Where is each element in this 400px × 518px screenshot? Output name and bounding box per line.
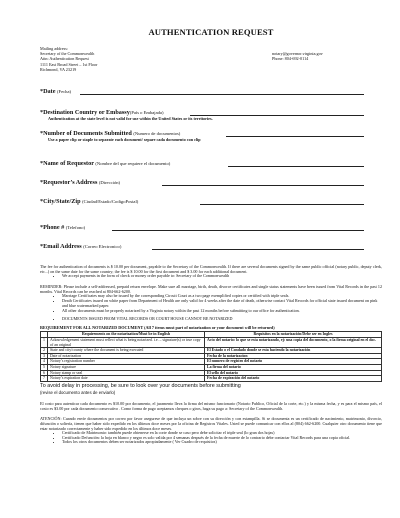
- city-state-zip-field[interactable]: [40, 198, 382, 205]
- date-sublabel: (Fecha): [57, 89, 72, 95]
- documents-sublabel: (Numero de documentos): [133, 131, 181, 137]
- row-requirement-en: Notary’s expiration date: [48, 376, 205, 382]
- reminder-paragraph: REMINDER: Please include a self-addressed, prepaid return envelope. Make sure all marriage, birth, death, divorce certificates and single status statements have been issued from Vital Records in the past 12 months. Vital Records can be reached at 804-662-6200.: [40, 283, 382, 294]
- table-header-en: Requirements on the notarization/Must be in English: [48, 332, 205, 338]
- contact-phone: Phone: 804-692-0114: [272, 56, 309, 62]
- documents-field[interactable]: [40, 130, 382, 137]
- atencion-item: • Certificado Defunción: la hoja en blanco y negro es solo valida por 4 semanas después de la fecha de muerte de lo contrario debe contactar Vital Records para una copia oficial.: [62, 436, 382, 441]
- contact-info: [272, 51, 382, 72]
- reminder-item: • Death Certificates issued on white paper from Department of Health are only valid for 4 weeks after the date of death, otherwise contact Vital Records for official state issued document on pink and blue watermarked paper.: [62, 299, 382, 309]
- reminder-list: [40, 294, 382, 314]
- atencion-paragraph: ATENCIÓN: Cuando envíe documentos por correo por favor asegurese de que incluya un sobre con su dirección y con estampilla. Si se documenta es un certificado de nacimiento, matrimonio, divorcio, difunción o soltería, tienen que haber sido expedido en los últimos doce meses por la oficina de Registros Vitales. Usted se puede comunicar con ellos al (804) 662-6200. Cualquier otro documento tiene que estar notarizado correctamente y haber sido expedido en los últimos doce meses.: [40, 415, 382, 431]
- requestor-name-label: *Name of Requestor: [40, 160, 94, 168]
- row-requirement-es: Fecha de la notarizacion: [205, 353, 382, 359]
- date-label: *Date: [40, 88, 56, 96]
- phone-field[interactable]: [40, 224, 382, 231]
- row-number: 4: [41, 359, 48, 365]
- fee-list: [40, 274, 382, 279]
- address-block: [40, 46, 382, 72]
- requestor-name-field[interactable]: [40, 160, 382, 167]
- avoid-delay-note-spanish: (revise el documento antes de enviarlo): [40, 389, 116, 395]
- atencion-item: • Todos los otros documentos deben ser notarizados apropiadamente ( Ver Cuadro de requisitos): [62, 440, 382, 445]
- destination-sublabel: (País o Embajada): [129, 110, 164, 116]
- atencion-list: [40, 431, 382, 446]
- email-sublabel: (Correo Electronico): [83, 244, 122, 250]
- reminder-item: • All other documents must be properly notarized by a Virginia notary within the past 12 months before submitting to our office for authentication.: [62, 309, 382, 314]
- row-number: 2: [41, 348, 48, 354]
- requestor-address-label: *Requestor’s Address: [40, 179, 98, 187]
- table-row: [41, 338, 382, 348]
- atencion-item: • Certificado de Matrimonio: también puede obtenerse en la corte donde se caso pero debe solicitar el triple seal (lo gran dos hojas): [62, 431, 382, 436]
- row-number: 1: [41, 338, 48, 348]
- not-notarized-item: • DOCUMENTS ISSUED FROM VITAL RECORDS OR COURT HOUSE CANNOT BE NOTARIZED: [62, 317, 382, 322]
- row-requirement-en: Acknowledgement statement must reflect what is being notarized. i.e. – signature(s) or true copy of an original: [48, 338, 205, 348]
- row-number: 7: [41, 376, 48, 382]
- row-requirement-en: State and city/county where the document is being executed: [48, 348, 205, 354]
- phone-input-line[interactable]: [112, 230, 364, 231]
- date-input-line[interactable]: [80, 94, 364, 95]
- row-requirement-es: La firma del notario: [205, 365, 382, 371]
- documents-note: Use a paper clip or staple to separate each document/ separe cada documento con clip: [48, 137, 201, 143]
- address-line: Attn: Authentication Request: [40, 56, 89, 62]
- row-requirement-en: Notary stamp or seal: [48, 370, 205, 376]
- table-row: [41, 376, 382, 382]
- row-requirement-es: El numero de registro del notario: [205, 359, 382, 365]
- requestor-name-input-line[interactable]: [228, 166, 364, 167]
- destination-input-line[interactable]: [190, 115, 364, 116]
- address-line: 1111 East Broad Street – 1st Floor: [40, 61, 98, 67]
- row-requirement-en: Date of notarization: [48, 353, 205, 359]
- email-input-line[interactable]: [152, 249, 364, 250]
- reminder-item: • Marriage Certificates may also be issued by the corresponding Circuit Court as a two page exemplified copies or certified with triple seals.: [62, 294, 382, 299]
- row-requirement-es: El Estado o el Condado donde se esta haciendo la notarización: [205, 348, 382, 354]
- row-requirement-es: Fecha de expiración del notario: [205, 376, 382, 382]
- city-input-line[interactable]: [200, 204, 364, 205]
- phone-label: *Phone #: [40, 224, 65, 232]
- requestor-address-input-line[interactable]: [162, 185, 364, 186]
- page-title: AUTHENTICATION REQUEST: [148, 27, 274, 37]
- address-line: Mailing address:: [40, 46, 69, 51]
- requestor-address-field[interactable]: [40, 179, 382, 186]
- address-line: Secretary of the Commonwealth: [40, 51, 95, 57]
- not-notarized-list: [40, 317, 382, 322]
- city-label: *City/State/Zip: [40, 198, 81, 206]
- city-sublabel: (Ciudad/Estado/CodigoPostal): [82, 199, 139, 205]
- phone-sublabel: (Telefono): [65, 225, 86, 231]
- documents-input-line[interactable]: [226, 136, 364, 137]
- requestor-address-sublabel: (Dirección): [98, 180, 121, 186]
- row-requirement-en: Notary signature: [48, 365, 205, 371]
- documents-label: *Number of Documents Submitted: [40, 130, 132, 138]
- requirements-heading: REQUIREMENT FOR ALL NOTARIZED DOCUMENT (All 7 items must part of notarization or your document will be returned): [40, 325, 275, 331]
- row-number: 3: [41, 353, 48, 359]
- row-number: 5: [41, 365, 48, 371]
- email-label: *Email Address: [40, 243, 82, 251]
- avoid-delay-note: To avoid delay in processing, be sure to look over your documents before submitting: [40, 382, 241, 389]
- destination-field[interactable]: [40, 109, 382, 116]
- row-number: 6: [41, 370, 48, 376]
- requestor-name-sublabel: (Nombre del que requiere el documento): [95, 161, 171, 167]
- row-requirement-es: El sello del notario: [205, 370, 382, 376]
- fee-paragraph: The fee for authentication of documents is $ 10.00 per document, payable to the Secretary of the Commonwealth. If there are several documents signed by the same public official (notary public, deputy clerk, etc...) on the same date for the same country; the fee is $ 10.00 for the first document and $ 3.00 for each additional document.: [40, 264, 382, 275]
- mailing-address: [40, 46, 220, 72]
- row-requirement-en: Notary’s registration number: [48, 359, 205, 365]
- contact-email: notary@governor.virginia.gov: [272, 51, 323, 56]
- destination-note: Authentication at the state level is not valid for use within the United States or its territories.: [48, 116, 213, 122]
- destination-label: *Destination Country or Embassy: [40, 109, 130, 117]
- date-field[interactable]: [40, 88, 382, 95]
- table-header-es: Requisitos en la notarización/Debe ser en Ingles: [205, 332, 382, 338]
- requirements-table: [40, 331, 382, 381]
- fee-payment-item: • We accept payments in the form of check or money order payable to: Secretary of the Commonwealth: [62, 274, 382, 279]
- address-line: Richmond, VA 23219: [40, 66, 77, 72]
- email-field[interactable]: [40, 243, 382, 250]
- row-requirement-es: Acto del notario: lo que se esta notarizando, ej: una copia del documento, o la firma original en el doc.: [205, 338, 382, 348]
- spanish-fee-paragraph: El costo para autenticar cada documento es $10.00 por documento, el juramento lleva la firma del mismo funcionario (Notario Publico, Oficial de la corte, etc.) y la misma fecha, y es para el mismo país, el costo es $3.00 por cada documento consecutivo . Como forma de pago aceptamos cheques o giros, haga su pago a: Secretary of the Commonwealth.: [40, 400, 382, 411]
